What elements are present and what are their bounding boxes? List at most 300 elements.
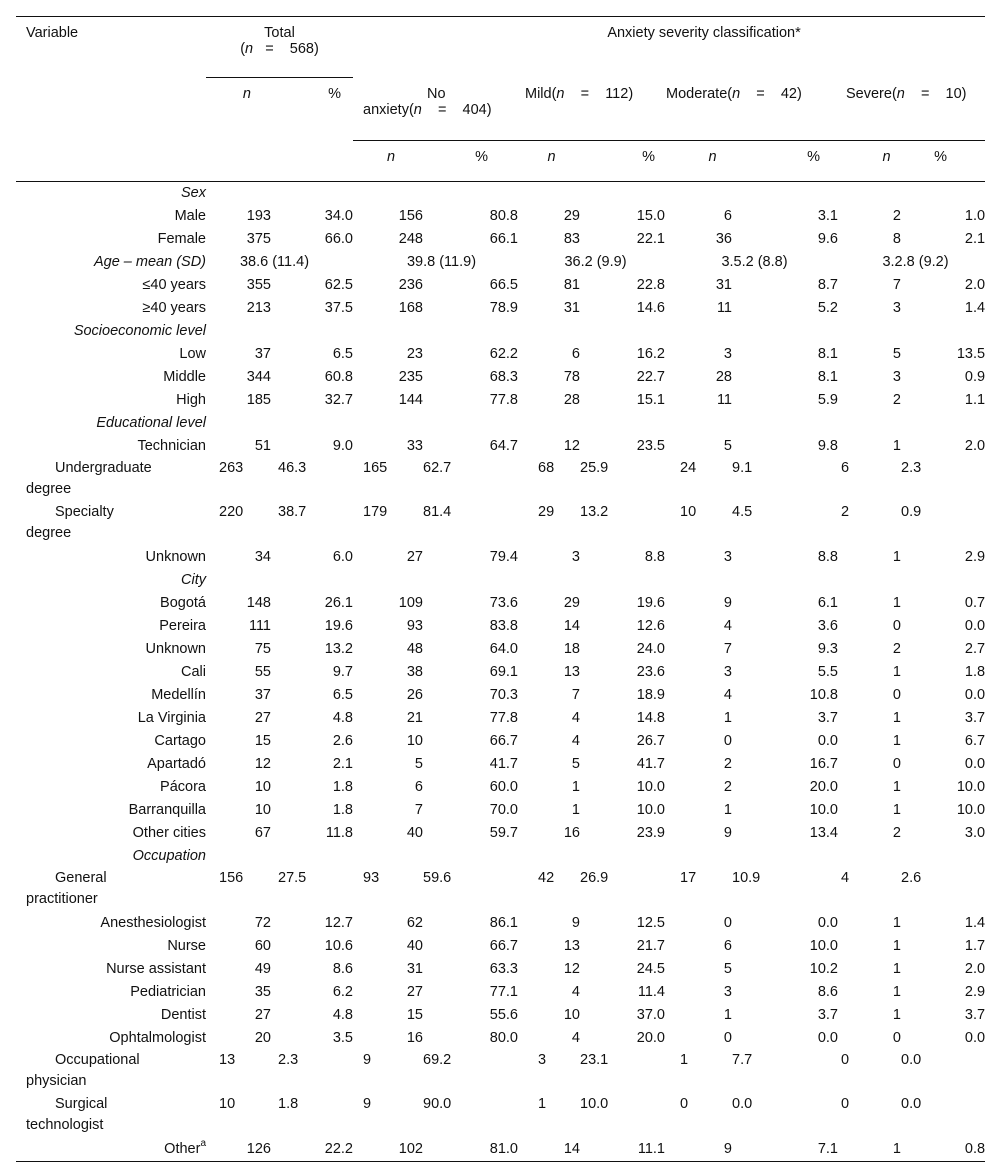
cell-value: 10.0 (580, 1095, 609, 1112)
cell-value: 29 (538, 503, 555, 520)
table-row (16, 799, 985, 822)
cell-value: 0 (723, 1029, 732, 1046)
cell-value: 2.9 (964, 548, 986, 565)
cell-value: 0 (723, 914, 732, 931)
section-header-row (16, 320, 985, 343)
cell-value: 23.1 (580, 1051, 609, 1068)
cell-value: 23 (406, 345, 423, 362)
cell-value: 5 (723, 437, 732, 454)
cell-value: 20.0 (809, 778, 838, 795)
cell-value: 66.7 (489, 732, 518, 749)
cell-value: 126 (206, 1138, 271, 1162)
cell-value: 14.8 (636, 709, 665, 726)
cell-value: 3 (892, 368, 901, 385)
no-anxiety-n-header: n (353, 140, 423, 181)
variable-header: Variable (16, 17, 206, 78)
cell-value: 0 (892, 1029, 901, 1046)
cell-value: 26 (406, 686, 423, 703)
cell-value: 77.8 (489, 391, 518, 408)
cell-value: 11.8 (325, 824, 353, 841)
cell-value: 77.1 (489, 983, 518, 1000)
cell-value: 4.8 (332, 1006, 353, 1023)
cell-value: 3.5 (332, 1029, 353, 1046)
cell-value: 1.7 (964, 937, 986, 954)
row-label: Nurse assistant (106, 960, 206, 977)
row-label: Apartadó (147, 755, 206, 772)
cell-value: 6.5 (332, 686, 353, 703)
cell-value: 16.2 (636, 345, 665, 362)
mild-n-header: n (518, 140, 580, 181)
cell-value: 0.0 (817, 732, 838, 749)
cell-value: 1 (892, 983, 901, 1000)
cell-value: 13 (563, 937, 580, 954)
severe-n-header: n (838, 140, 901, 181)
cell-value: 2 (892, 640, 901, 657)
cell-value: 0.0 (732, 1095, 753, 1112)
cell-value: 2.6 (901, 869, 922, 886)
section-header-row (16, 569, 985, 592)
cell-value: 1 (723, 1006, 732, 1023)
cell-value: 8.7 (817, 276, 838, 293)
section-header-row (16, 251, 985, 274)
cell-value: 1 (723, 801, 732, 818)
cell-value: 2 (841, 503, 850, 520)
cell-value: 7 (892, 276, 901, 293)
cell-value: 1 (892, 1006, 901, 1023)
table-row (16, 638, 985, 661)
cell-value: 20.0 (636, 1029, 665, 1046)
cell-value: 27 (254, 1006, 271, 1023)
cell-value: 59.7 (489, 824, 518, 841)
table-row (16, 912, 985, 935)
cell-value: 375 (246, 230, 271, 247)
cell-value: 51 (254, 437, 271, 454)
cell-value: 22.8 (636, 276, 665, 293)
row-label: Pácora (160, 778, 206, 795)
cell-value: 40 (406, 937, 423, 954)
cell-value: 5.2 (817, 299, 838, 316)
cell-value: 33 (406, 437, 423, 454)
cell-value: 235 (398, 368, 423, 385)
cell-value: 1.8 (332, 801, 353, 818)
cell-value: 156 (398, 207, 423, 224)
row-label: Specialty degree (26, 503, 114, 541)
cell-value: 10.2 (809, 960, 838, 977)
cell-value: 23.6 (636, 663, 665, 680)
table-row (16, 661, 985, 684)
cell-value: 69.1 (489, 663, 518, 680)
table-row (16, 615, 985, 638)
demographics-table (16, 16, 985, 1162)
table-row (16, 297, 985, 320)
cell-value: 6 (723, 207, 732, 224)
row-label: Pereira (159, 617, 206, 634)
cell-value: 27 (406, 548, 423, 565)
cell-value: 31 (406, 960, 423, 977)
cell-value: 1 (571, 801, 580, 818)
cell-value: 27.5 (278, 869, 307, 886)
cell-value: 13.2 (324, 640, 353, 657)
cell-value: 10.8 (809, 686, 838, 703)
cell-value: 0.0 (901, 1051, 922, 1068)
cell-value: 6 (841, 459, 850, 476)
cell-value: 62.5 (324, 276, 353, 293)
cell-value: 12 (563, 960, 580, 977)
cell-value: 83 (563, 230, 580, 247)
section-header-row (16, 845, 985, 868)
table-row (16, 958, 985, 981)
mild-mean: 36.2 (9.9) (564, 253, 627, 270)
row-label: Pediatrician (130, 983, 206, 1000)
table-row (16, 707, 985, 730)
cell-value: 42 (538, 869, 555, 886)
cell-value: 93 (406, 617, 423, 634)
cell-value: 12.6 (636, 617, 665, 634)
cell-value: 2.6 (332, 732, 353, 749)
table-row (16, 1050, 985, 1094)
cell-value: 8.6 (332, 960, 353, 977)
table-row (16, 458, 985, 502)
cell-value: 8.8 (644, 548, 665, 565)
cell-value: 32.7 (324, 391, 353, 408)
cell-value: 6 (414, 778, 423, 795)
cell-value: 2.3 (901, 459, 922, 476)
row-label: Occupational physician (26, 1051, 140, 1089)
cell-value: 3.7 (817, 709, 838, 726)
cell-value: 263 (219, 459, 244, 476)
cell-value: 75 (254, 640, 271, 657)
cell-value: 26.7 (636, 732, 665, 749)
moderate-header: Moderate(n = 42) (665, 78, 838, 141)
cell-value: 55 (254, 663, 271, 680)
cell-value: 193 (246, 207, 271, 224)
cell-value: 1.1 (964, 391, 986, 408)
cell-value: 81 (563, 276, 580, 293)
cell-value: 1 (571, 778, 580, 795)
cell-value: 26.9 (580, 869, 609, 886)
cell-value: 23.9 (636, 824, 665, 841)
section-title: Socioeconomic level (73, 322, 206, 339)
cell-value: 34.0 (324, 207, 353, 224)
cell-value: 25.9 (580, 459, 609, 476)
cell-value: 2.1 (332, 755, 353, 772)
cell-value: 69.2 (423, 1051, 452, 1068)
cell-value: 8.8 (817, 548, 838, 565)
cell-value: 14 (563, 617, 580, 634)
cell-value: 1.8 (332, 778, 353, 795)
cell-value: 4 (841, 869, 850, 886)
cell-value: 14 (518, 1138, 580, 1162)
cell-value: 37 (254, 686, 271, 703)
cell-value: 2.7 (964, 640, 986, 657)
cell-value: 9 (363, 1051, 372, 1068)
cell-value: 24 (680, 459, 697, 476)
no-anxiety-mean: 39.8 (11.9) (406, 253, 477, 270)
cell-value: 4 (723, 617, 732, 634)
cell-value: 60.8 (324, 368, 353, 385)
cell-value: 156 (219, 869, 244, 886)
row-label: Other$^a$ (16, 1138, 206, 1162)
cell-value: 4 (571, 732, 580, 749)
cell-value: 10 (406, 732, 423, 749)
mild-pct-header: % (580, 140, 665, 181)
cell-value: 344 (246, 368, 271, 385)
cell-value: 20 (254, 1029, 271, 1046)
cell-value: 81.4 (423, 503, 452, 520)
severe-mean: 3.2.8 (9.2) (882, 253, 949, 270)
cell-value: 10.6 (324, 937, 353, 954)
cell-value: 41.7 (489, 755, 518, 772)
row-label: Male (174, 207, 206, 224)
cell-value: 81.0 (423, 1138, 518, 1162)
cell-value: 165 (363, 459, 388, 476)
cell-value: 2.0 (964, 276, 986, 293)
row-label: High (176, 391, 206, 408)
cell-value: 23.5 (636, 437, 665, 454)
cell-value: 0.0 (964, 617, 986, 634)
cell-value: 1 (892, 548, 901, 565)
cell-value: 90.0 (423, 1095, 452, 1112)
cell-value: 2 (892, 824, 901, 841)
cell-value: 1 (892, 801, 901, 818)
cell-value: 1 (892, 594, 901, 611)
total-mean: 38.6 (11.4) (239, 253, 310, 270)
cell-value: 13 (219, 1051, 236, 1068)
cell-value: 9.8 (817, 437, 838, 454)
cell-value: 12 (254, 755, 271, 772)
cell-value: 0.9 (964, 368, 986, 385)
cell-value: 9.6 (817, 230, 838, 247)
row-label: Ophtalmologist (109, 1029, 206, 1046)
cell-value: 3 (723, 345, 732, 362)
cell-value: 13 (563, 663, 580, 680)
cell-value: 3 (538, 1051, 547, 1068)
cell-value: 64.0 (489, 640, 518, 657)
severe-pct-header: % (901, 140, 985, 181)
cell-value: 7 (723, 640, 732, 657)
cell-value: 22.2 (271, 1138, 353, 1162)
cell-value: 5 (414, 755, 423, 772)
cell-value: 9 (571, 914, 580, 931)
cell-value: 60 (254, 937, 271, 954)
cell-value: 1.0 (964, 207, 986, 224)
row-label: ≥40 years (142, 299, 206, 316)
table-row (16, 435, 985, 458)
cell-value: 21.7 (636, 937, 665, 954)
cell-value: 83.8 (489, 617, 518, 634)
cell-value: 10.9 (732, 869, 761, 886)
row-label: Undergraduate degree (26, 459, 152, 497)
cell-value: 185 (246, 391, 271, 408)
cell-value: 38 (406, 663, 423, 680)
total-pct-header: % (271, 78, 353, 182)
cell-value: 0 (892, 617, 901, 634)
cell-value: 15.0 (636, 207, 665, 224)
cell-value: 15.1 (636, 391, 665, 408)
row-label: ≤40 years (142, 276, 206, 293)
cell-value: 13.5 (956, 345, 986, 362)
cell-value: 0.0 (817, 914, 838, 931)
cell-value: 102 (353, 1138, 423, 1162)
cell-value: 8 (892, 230, 901, 247)
row-label: Low (179, 345, 206, 362)
cell-value: 0 (841, 1051, 850, 1068)
table-row (16, 205, 985, 228)
cell-value: 4.5 (732, 503, 753, 520)
cell-value: 248 (398, 230, 423, 247)
cell-value: 11.4 (637, 983, 665, 1000)
cell-value: 46.3 (278, 459, 307, 476)
cell-value: 220 (219, 503, 244, 520)
cell-value: 6.7 (964, 732, 986, 749)
cell-value: 86.1 (489, 914, 518, 931)
cell-value: 9.1 (732, 459, 753, 476)
cell-value: 1.8 (964, 663, 986, 680)
cell-value: 7.1 (732, 1138, 838, 1162)
cell-value: 77.8 (489, 709, 518, 726)
row-label: Anesthesiologist (100, 914, 206, 931)
row-label: Nurse (167, 937, 206, 954)
cell-value: 109 (398, 594, 423, 611)
row-label: Surgical technologist (26, 1095, 108, 1133)
cell-value: 68 (538, 459, 555, 476)
cell-value: 62.2 (489, 345, 518, 362)
cell-value: 5 (723, 960, 732, 977)
cell-value: 6 (723, 937, 732, 954)
cell-value: 49 (254, 960, 271, 977)
cell-value: 0 (892, 686, 901, 703)
cell-value: 31 (715, 276, 732, 293)
cell-value: 355 (246, 276, 271, 293)
cell-value: 28 (563, 391, 580, 408)
cell-value: 3.0 (964, 824, 986, 841)
cell-value: 48 (406, 640, 423, 657)
cell-value: 8.1 (817, 345, 838, 362)
cell-value: 0 (841, 1095, 850, 1112)
cell-value: 3.7 (964, 1006, 986, 1023)
cell-value: 27 (254, 709, 271, 726)
table-row (16, 343, 985, 366)
cell-value: 2 (723, 778, 732, 795)
moderate-n-header: n (665, 140, 732, 181)
cell-value: 3 (723, 663, 732, 680)
cell-value: 10.0 (809, 937, 838, 954)
row-label: La Virginia (137, 709, 206, 726)
cell-value: 67 (254, 824, 271, 841)
cell-value: 1.8 (278, 1095, 299, 1112)
cell-value: 9 (665, 1138, 732, 1162)
table-row (16, 228, 985, 251)
cell-value: 10.0 (636, 801, 665, 818)
cell-value: 10.0 (956, 778, 986, 795)
cell-value: 1 (892, 437, 901, 454)
cell-value: 35 (254, 983, 271, 1000)
cell-value: 10.0 (809, 801, 838, 818)
cell-value: 144 (398, 391, 423, 408)
cell-value: 10 (254, 778, 271, 795)
cell-value: 15 (254, 732, 271, 749)
row-label: Cartago (154, 732, 206, 749)
cell-value: 31 (563, 299, 580, 316)
cell-value: 79.4 (489, 548, 518, 565)
cell-value: 2.0 (964, 437, 986, 454)
cell-value: 6.2 (332, 983, 353, 1000)
cell-value: 64.7 (489, 437, 518, 454)
row-label: Cali (181, 663, 206, 680)
cell-value: 17 (680, 869, 697, 886)
cell-value: 2.9 (964, 983, 986, 1000)
cell-value: 36 (715, 230, 732, 247)
cell-value: 1 (680, 1051, 689, 1068)
cell-value: 9 (723, 594, 732, 611)
cell-value: 0.0 (901, 1095, 922, 1112)
row-label: Medellín (151, 686, 206, 703)
cell-value: 27 (406, 983, 423, 1000)
cell-value: 16.7 (809, 755, 838, 772)
cell-value: 37.5 (324, 299, 353, 316)
cell-value: 148 (246, 594, 271, 611)
cell-value: 2.1 (964, 230, 986, 247)
cell-value: 24.0 (636, 640, 665, 657)
anxiety-severity-header: Anxiety severity classification* (423, 17, 985, 78)
cell-value: 62.7 (423, 459, 452, 476)
cell-value: 0 (723, 732, 732, 749)
table-row (16, 389, 985, 412)
cell-value: 3 (892, 299, 901, 316)
cell-value: 62 (406, 914, 423, 931)
cell-value: 5 (892, 345, 901, 362)
table-row (16, 274, 985, 297)
cell-value: 0 (892, 755, 901, 772)
cell-value: 13.2 (580, 503, 609, 520)
cell-value: 15 (406, 1006, 423, 1023)
row-label: Middle (163, 368, 206, 385)
footnote-marker: a (200, 1137, 206, 1149)
cell-value: 213 (246, 299, 271, 316)
cell-value: 7 (571, 686, 580, 703)
cell-value: 6.0 (332, 548, 353, 565)
cell-value: 1 (892, 663, 901, 680)
table-body (16, 181, 985, 1161)
cell-value: 5 (571, 755, 580, 772)
cell-value: 6.5 (332, 345, 353, 362)
row-label: Unknown (145, 548, 206, 565)
cell-value: 3 (723, 983, 732, 1000)
cell-value: 1.4 (964, 914, 986, 931)
cell-value: 3 (571, 548, 580, 565)
cell-value: 37 (254, 345, 271, 362)
cell-value: 66.1 (489, 230, 518, 247)
table-row (16, 592, 985, 615)
cell-value: 12.7 (324, 914, 353, 931)
cell-value: 78 (563, 368, 580, 385)
cell-value: 66.7 (489, 937, 518, 954)
cell-value: 2 (892, 391, 901, 408)
table-row (16, 753, 985, 776)
cell-value: 14.6 (636, 299, 665, 316)
section-header-row (16, 412, 985, 435)
section-title: Occupation (132, 847, 206, 864)
cell-value: 22.1 (636, 230, 665, 247)
cell-value: 168 (398, 299, 423, 316)
no-anxiety-header: No anxiety(n = 404) (353, 78, 518, 141)
cell-value: 4 (571, 983, 580, 1000)
cell-value: 55.6 (489, 1006, 518, 1023)
cell-value: 21 (406, 709, 423, 726)
total-n-header: n (206, 78, 271, 182)
cell-value: 0 (680, 1095, 689, 1112)
total-header: Total (n = 568) (206, 17, 353, 78)
